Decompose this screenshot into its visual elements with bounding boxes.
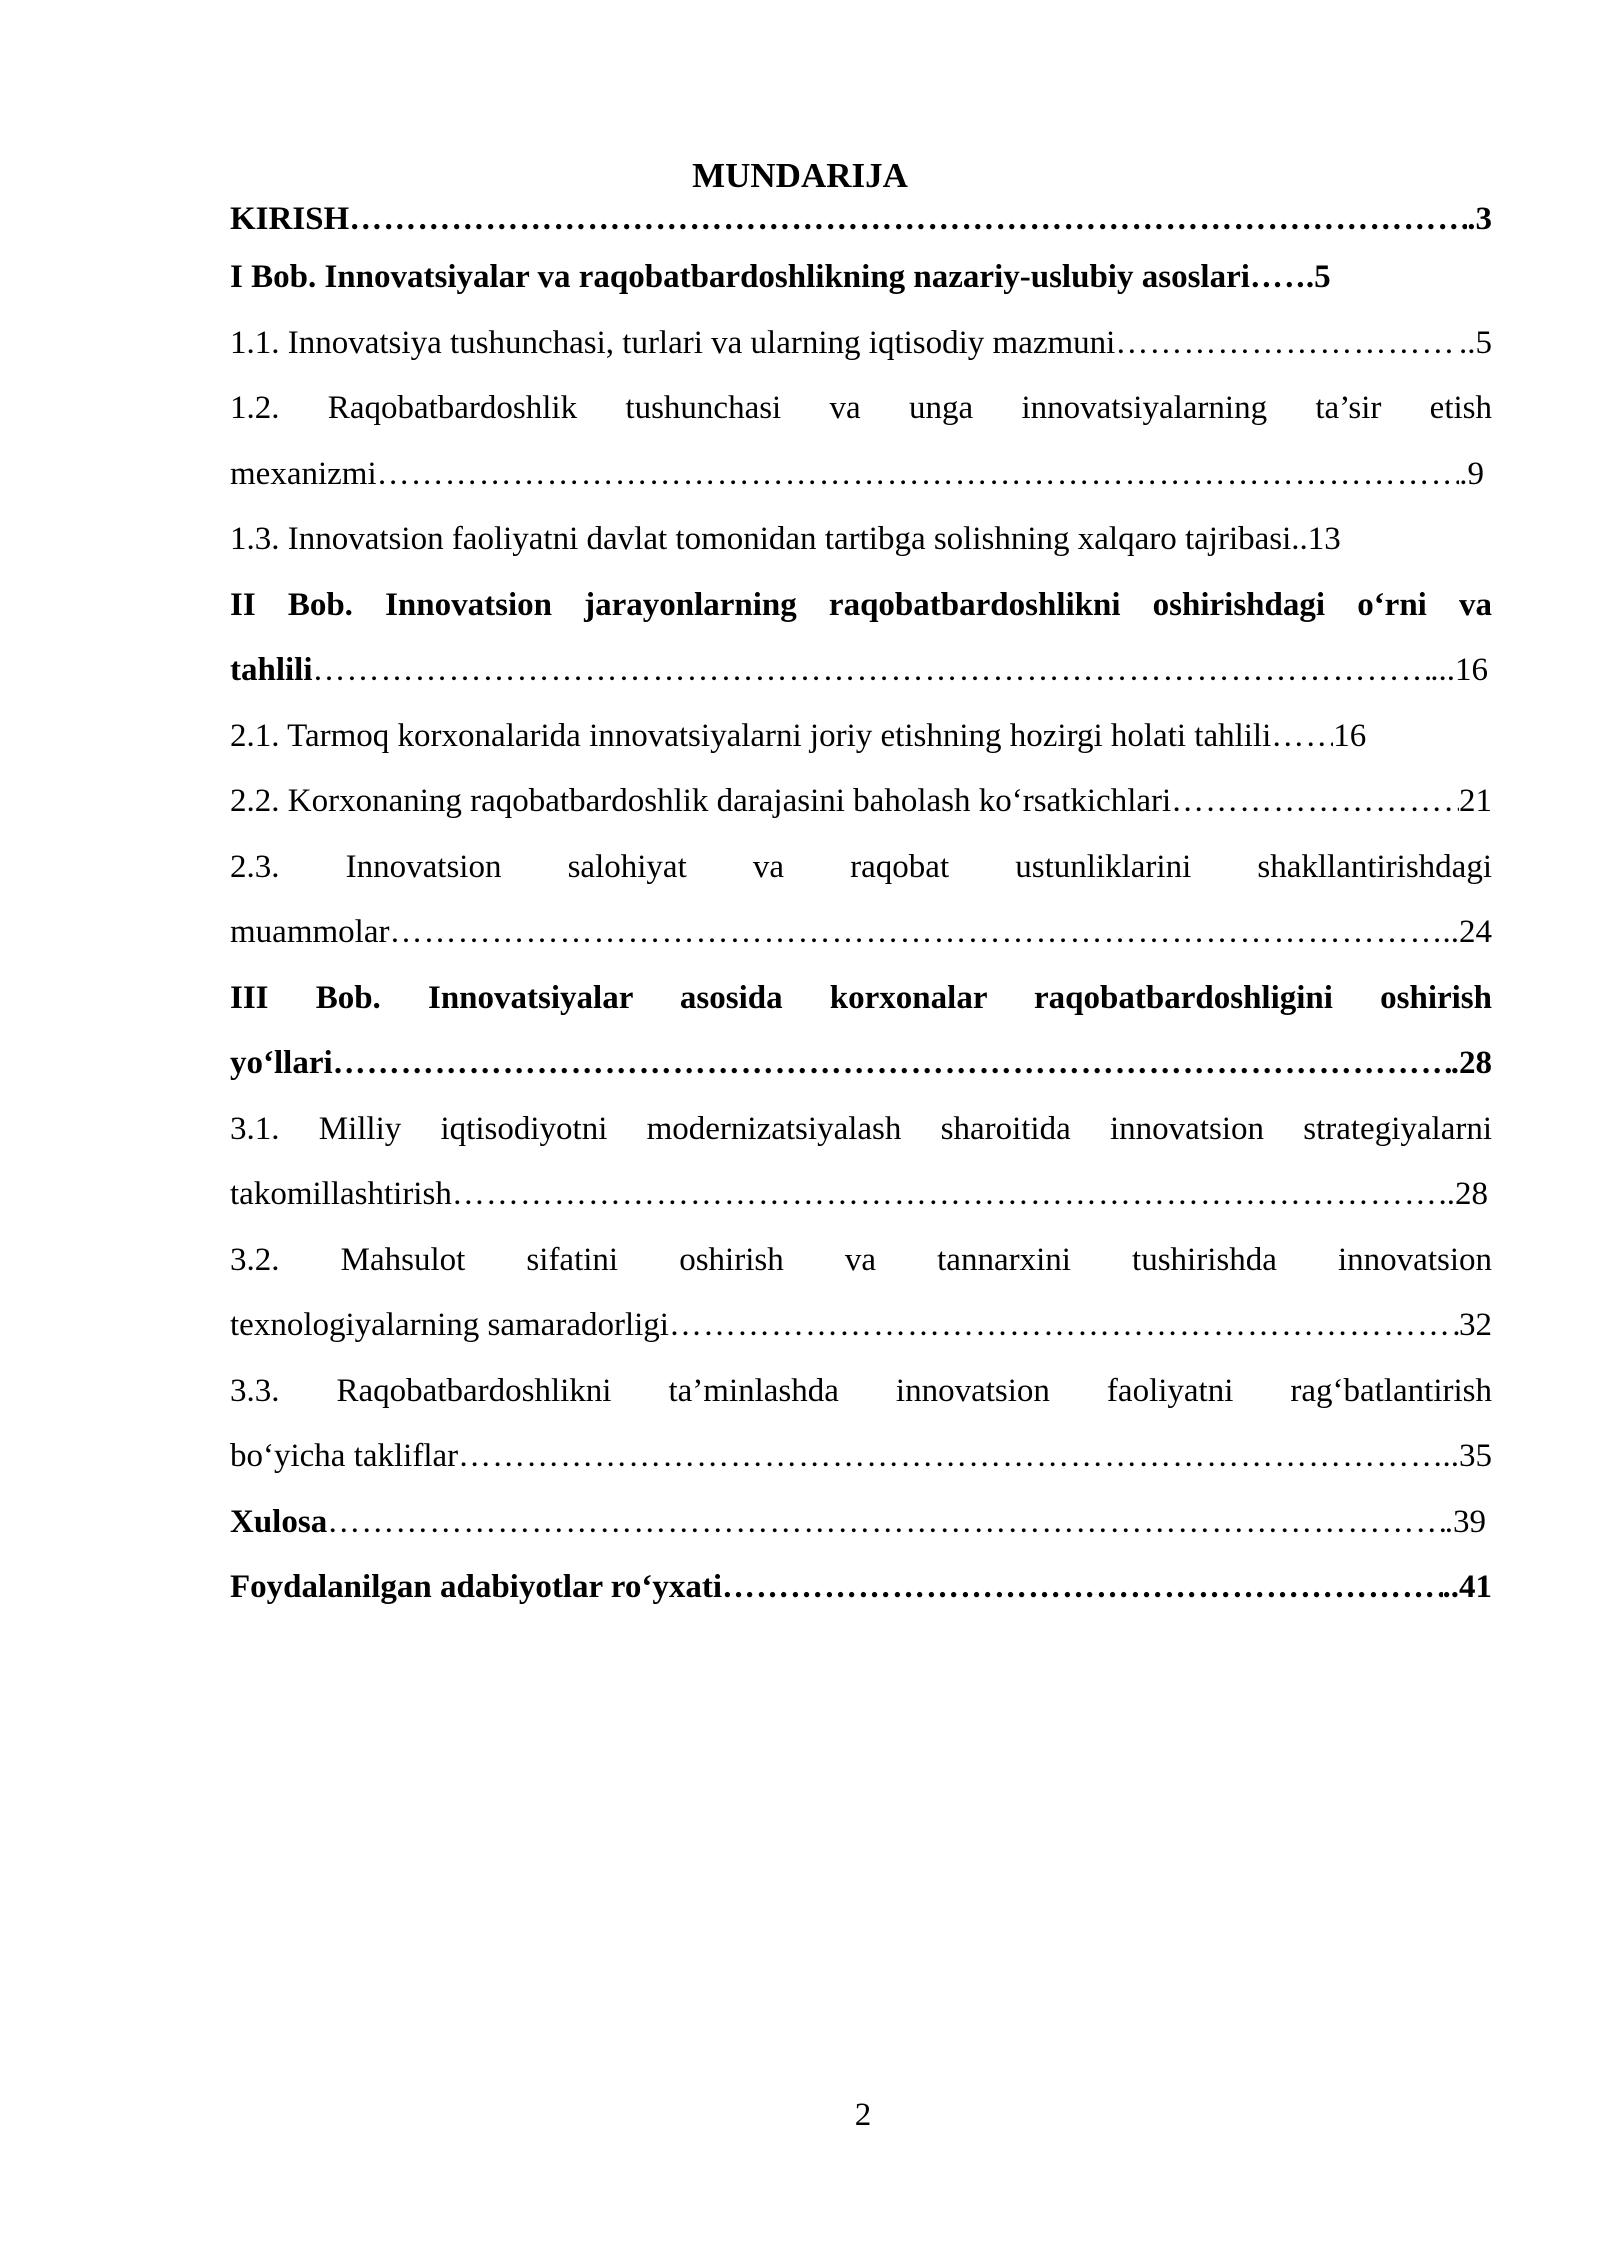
toc-entry-text: yo‘llari [230, 1045, 333, 1081]
toc-entry-page: 5 [1475, 324, 1492, 361]
toc-entry-3-1-line2[interactable] [230, 1162, 1492, 1228]
page-number: 2 [854, 2097, 872, 2133]
toc-entry-page: 24 [1459, 914, 1492, 950]
toc-entry-text: tahlili [230, 652, 313, 688]
toc-entry-page: 13 [1307, 521, 1341, 557]
toc-entry-suffix: .. [1442, 914, 1459, 950]
toc-entry-text: Xulosa [230, 1503, 328, 1540]
toc-entry-suffix: . [1444, 1503, 1453, 1540]
toc-entry-suffix: ... [1430, 652, 1455, 688]
toc-entry-page: 16 [1333, 717, 1367, 754]
toc-entry-page: 5 [1314, 259, 1331, 295]
toc-entry-text: 3.1. Milliy iqtisodiyotni modernizatsiyalash sharoitida innovatsion strategiyalarni [230, 1110, 1492, 1147]
toc-leader-dots [1250, 245, 1306, 311]
toc-leader-dots [1271, 704, 1333, 770]
toc-entry-suffix: .. [1291, 521, 1308, 557]
toc-entry-suffix: .. [1442, 1438, 1459, 1474]
toc-leader-dots [452, 1162, 1439, 1228]
toc-entry-suffix: . [1305, 259, 1315, 295]
toc-entry-page: 21 [1459, 783, 1492, 819]
toc-entry-3-1-line1[interactable] [230, 1097, 1492, 1163]
toc-leader-dots [333, 1031, 1451, 1097]
toc-entry-text: 1.1. Innovatsiya tushunchasi, turlari va ularning iqtisodiy mazmuni [230, 324, 1116, 361]
toc-entry-text: 2.1. Tarmoq korxonalarida innovatsiyalarni joriy etishning hozirgi holati tahlili [230, 717, 1272, 754]
toc-entry-2-3-line1[interactable] [230, 835, 1492, 901]
toc-entry-page: 9 [1467, 455, 1484, 492]
toc-entry-text: 2.3. Innovatsion salohiyat va raqobat ustunliklarini shakllantirishdagi [230, 848, 1492, 885]
toc-entry-text: mexanizmi [230, 455, 377, 492]
toc-entry-chapter-3-line1[interactable] [230, 966, 1492, 1032]
toc-entry-text: KIRISH [230, 201, 350, 237]
toc-entry-3-3-line1[interactable] [230, 1359, 1492, 1425]
toc-entry-page: 41 [1459, 1569, 1492, 1605]
toc-entry-1-3[interactable] [230, 507, 1492, 573]
toc-title: MUNDARIJA [692, 156, 908, 195]
toc-entry-xulosa[interactable] [230, 1490, 1492, 1556]
toc-entry-kirish[interactable] [230, 193, 1492, 245]
toc-entry-text: I Bob. Innovatsiyalar va raqobatbardoshlikning nazariy-uslubiy asoslari [230, 259, 1250, 295]
toc-leader-dots [313, 638, 1431, 704]
toc-entry-1-2-line1[interactable] [230, 376, 1492, 442]
toc-entry-text: takomillashtirish [230, 1176, 452, 1212]
toc-entry-2-1[interactable] [230, 704, 1492, 770]
toc-entry-chapter-3-line2[interactable] [230, 1031, 1492, 1097]
toc-entry-text: texnologiyalarning samaradorligi [230, 1307, 669, 1343]
toc-entry-3-2-line1[interactable] [230, 1228, 1492, 1294]
toc-entry-chapter-2-line1[interactable] [230, 573, 1492, 639]
toc-leader-dots [1115, 311, 1459, 377]
toc-entry-3-3-line2[interactable] [230, 1424, 1492, 1490]
toc-leader-dots [389, 900, 1442, 966]
toc-leader-dots [377, 442, 1460, 508]
toc-entry-suffix: . [1459, 455, 1468, 492]
toc-entry-text: muammolar [230, 914, 390, 950]
toc-entry-suffix: .. [1442, 1569, 1459, 1605]
toc-entry-text: 2.2. Korxonaning raqobatbardoshlik darajasini baholash ko‘rsatkichlari [230, 783, 1172, 819]
toc-entry-text: 3.3. Raqobatbardoshlikni ta’minlashda innovatsion faoliyatni rag‘batlantirish [230, 1372, 1492, 1409]
toc-entry-text: 3.2. Mahsulot sifatini oshirish va tannarxini tushirishda innovatsion [230, 1241, 1492, 1278]
toc-entry-page: 16 [1455, 652, 1488, 688]
toc-entry-text: 1.2. Raqobatbardoshlik tushunchasi va unga innovatsiyalarning ta’sir etish [230, 390, 1492, 426]
toc-leader-dots [1171, 769, 1459, 835]
toc-entry-suffix: . [1450, 1045, 1459, 1081]
toc-entry-page: 3 [1475, 201, 1492, 237]
toc-entry-text: Foydalanilgan adabiyotlar ro‘yxati [230, 1569, 723, 1605]
toc-leader-dots [458, 1424, 1442, 1490]
table-of-contents [230, 193, 1492, 1621]
toc-entry-1-1[interactable] [230, 311, 1492, 377]
toc-entry-chapter-1[interactable] [230, 245, 1492, 311]
toc-entry-suffix: .. [1459, 324, 1476, 361]
toc-entry-text: III Bob. Innovatsiyalar asosida korxonalar raqobatbardoshligini oshirish [230, 979, 1492, 1016]
toc-entry-references[interactable] [230, 1555, 1492, 1621]
toc-leader-dots [327, 1490, 1445, 1556]
toc-leader-dots [669, 1293, 1459, 1359]
toc-entry-chapter-2-line2[interactable] [230, 638, 1492, 704]
toc-entry-2-2[interactable] [230, 769, 1492, 835]
toc-entry-text: II Bob. Innovatsion jarayonlarning raqobatbardoshlikni oshirishdagi o‘rni va [230, 586, 1492, 623]
toc-entry-text: bo‘yicha takliflar [230, 1438, 459, 1474]
toc-entry-suffix: .. [1438, 1176, 1455, 1212]
toc-entry-page: 32 [1459, 1307, 1492, 1343]
toc-entry-text: 1.3. Innovatsion faoliyatni davlat tomonidan tartibga solishning xalqaro tajribasi [230, 521, 1292, 557]
toc-entry-page: 28 [1459, 1045, 1492, 1081]
toc-entry-page: 28 [1455, 1176, 1488, 1212]
toc-leader-dots [349, 193, 1467, 245]
toc-leader-dots [722, 1555, 1442, 1621]
toc-entry-suffix: . [1467, 201, 1476, 237]
toc-entry-page: 39 [1453, 1503, 1486, 1540]
toc-entry-page: 35 [1459, 1438, 1492, 1474]
toc-entry-1-2-line2[interactable] [230, 442, 1492, 508]
toc-entry-3-2-line2[interactable] [230, 1293, 1492, 1359]
toc-entry-2-3-line2[interactable] [230, 900, 1492, 966]
